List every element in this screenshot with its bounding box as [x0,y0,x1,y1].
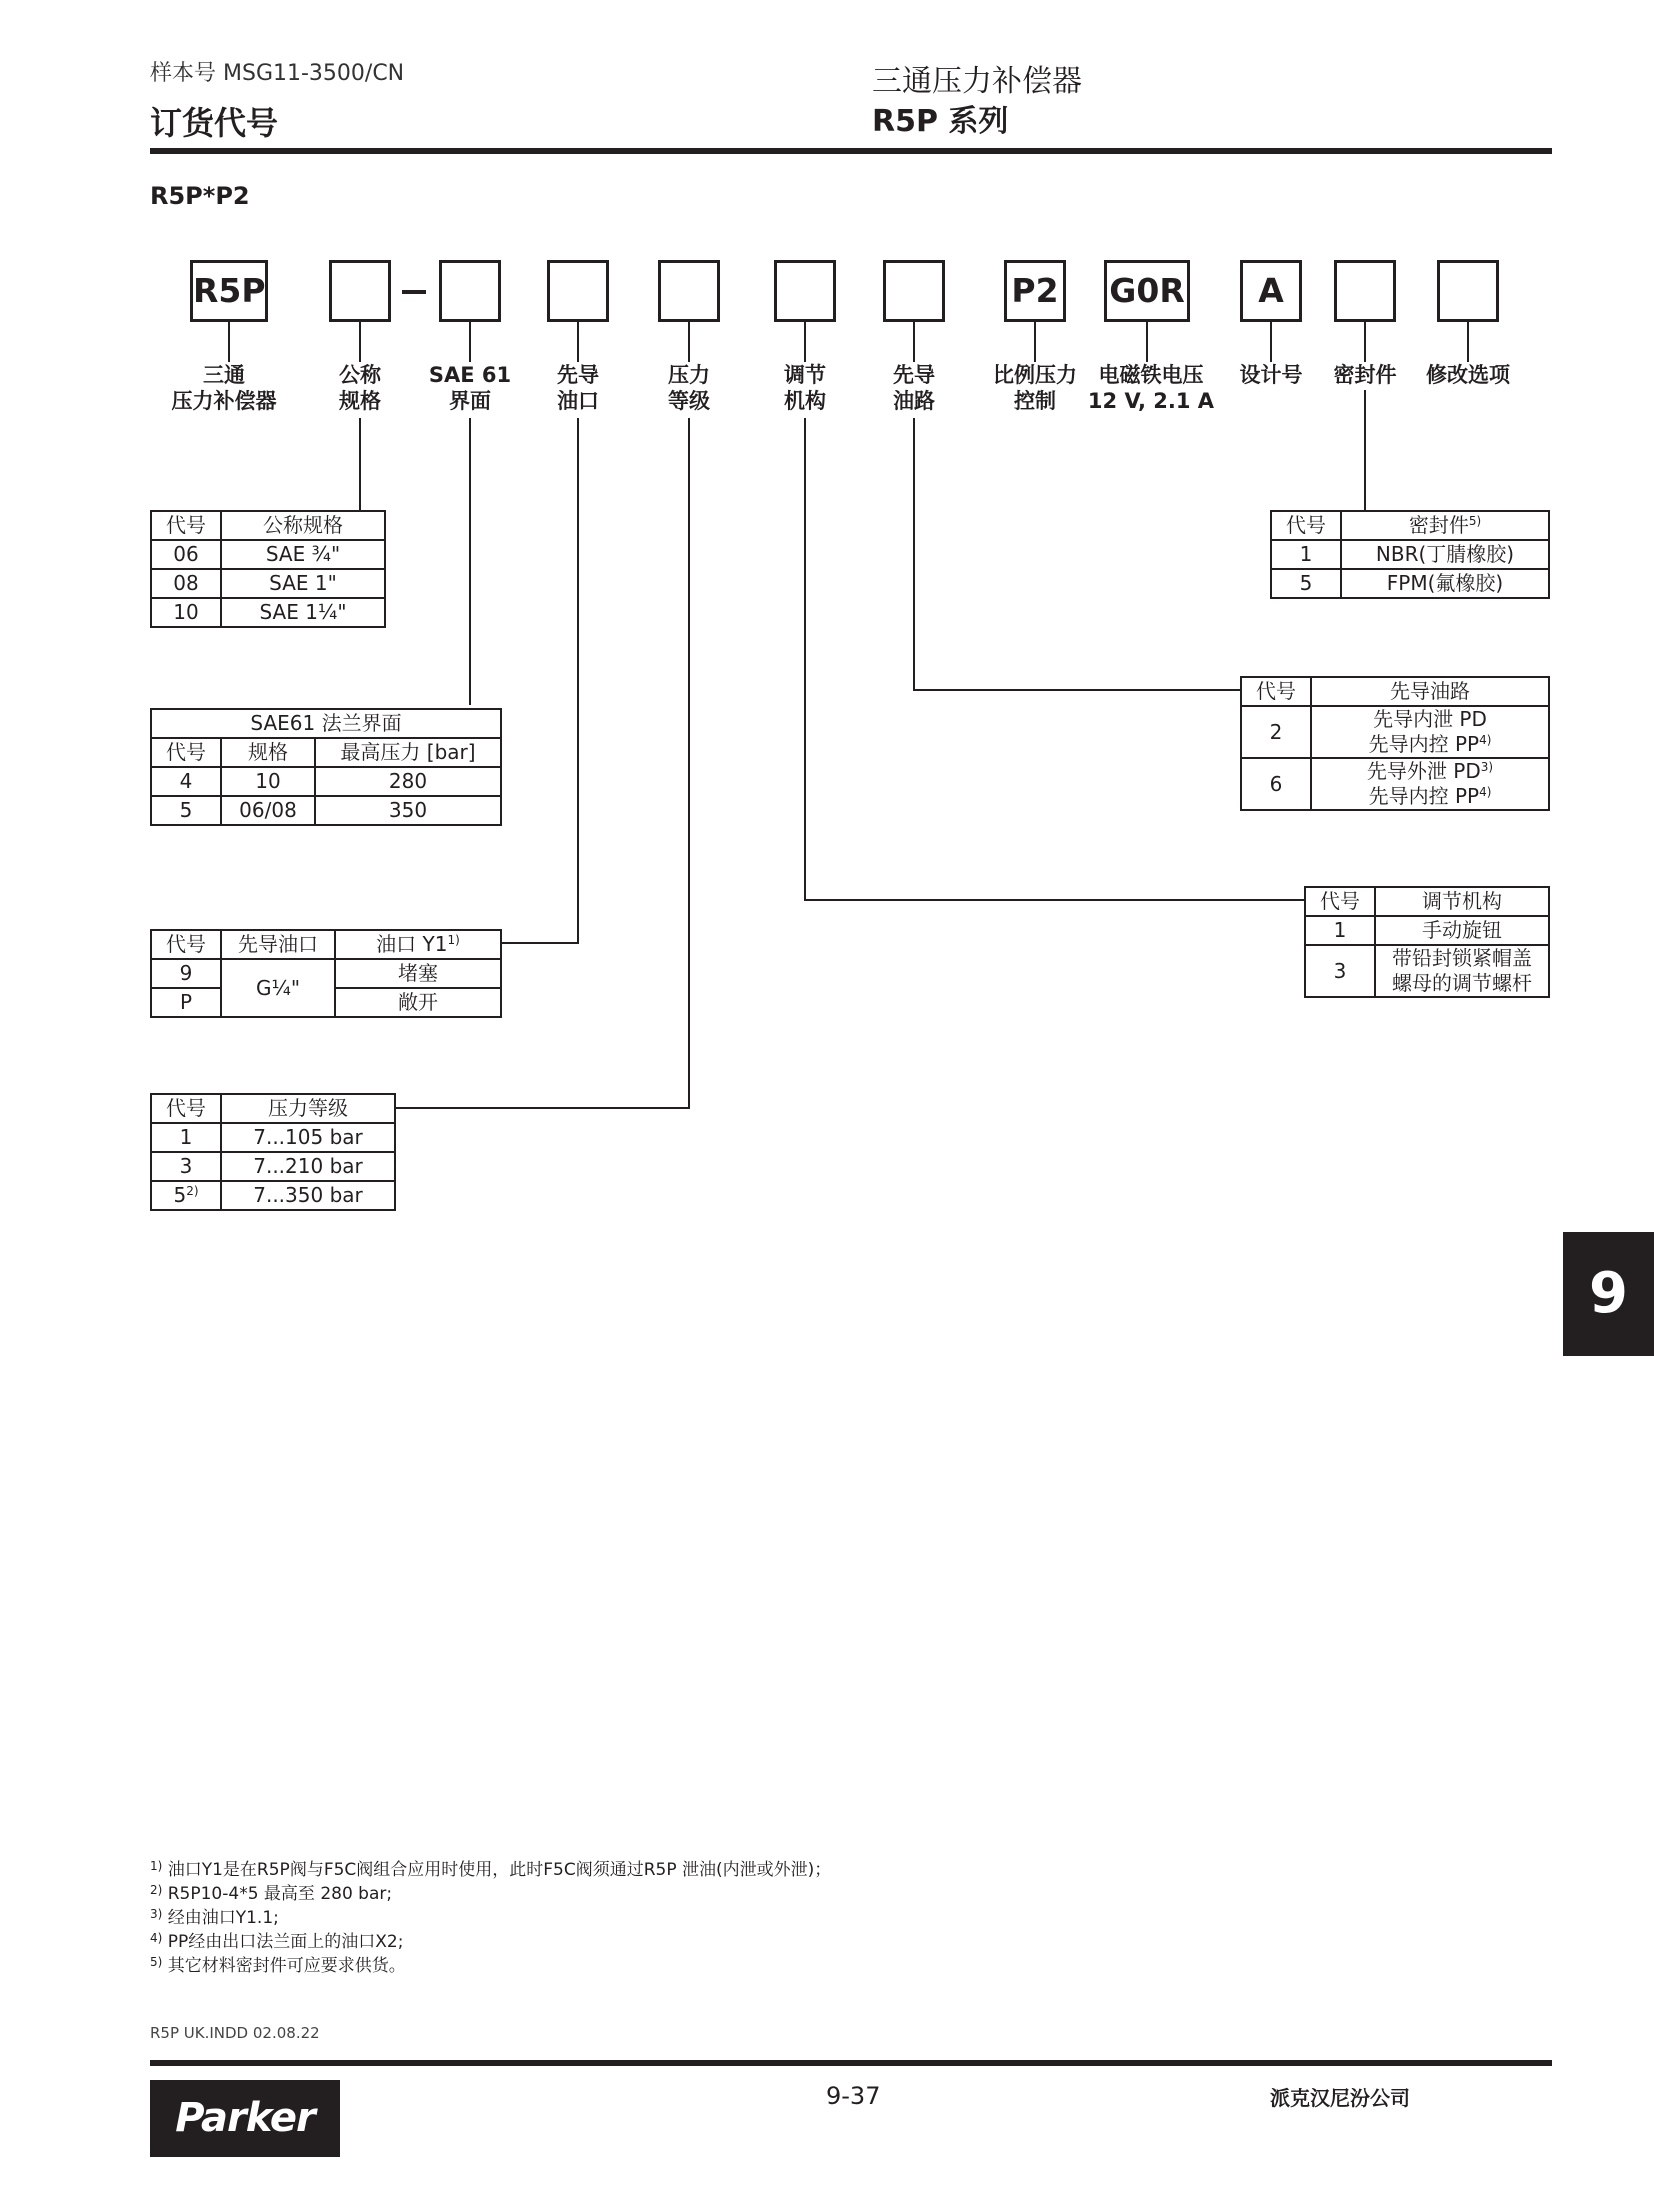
footnote-ref: 4) [1479,785,1492,799]
table-cell: SAE 1" [221,569,385,598]
header-text: 密封件 [1408,513,1469,537]
table-row [151,598,385,627]
table-cell [1375,945,1549,997]
table-row [1271,540,1549,569]
cell-line [1316,732,1544,757]
table-cell: 7...350 bar [221,1181,395,1210]
footnote-number: 3) [150,1907,163,1921]
table-row [151,1123,395,1152]
footnote-ref: 3) [1480,760,1494,774]
table-header-row [151,511,385,540]
table-header-cell: 代号 [1241,677,1311,706]
table-row [151,1181,395,1210]
table-cell: 4 [151,767,221,796]
label-pressure-stage: 压力 等级 [668,363,710,413]
table-cell: SAE 1¼" [221,598,385,627]
footnote [150,1930,831,1954]
table-row [1305,916,1549,945]
table-header-cell: 公称规格 [221,511,385,540]
seal-table [1270,510,1550,599]
footnote-text: PP经由出口法兰面上的油口X2; [167,1932,404,1952]
table-row [151,767,501,796]
footnote-text: 经由油口Y1.1; [167,1908,279,1928]
cell-text: 先导内控 PP [1368,732,1480,756]
footnote [150,1954,831,1978]
pilot-line-table [1240,676,1550,811]
header-text: 油口 Y1 [376,932,448,956]
table-row [1241,758,1549,810]
page-number: 9-37 [826,2082,881,2110]
label-pilot-line: 先导 油路 [893,363,935,413]
table-cell: 手动旋钮 [1375,916,1549,945]
table-header-cell: 先导油口 [221,930,335,959]
table-header-cell: 代号 [1305,887,1375,916]
footnote-number: 1) [150,1859,163,1873]
footnote-number: 4) [150,1931,163,1945]
cell-line [1316,784,1544,809]
footnote-ref: 1) [447,933,460,947]
code-box-p2: P2 [1004,260,1066,322]
table-header-row [1241,677,1549,706]
table-title-row [151,709,501,738]
model-code: R5P*P2 [150,182,250,210]
table-cell: 5 [1271,569,1341,598]
cell-line: 螺母的调节螺杆 [1392,971,1532,995]
cell-line: 带铅封锁紧帽盖 [1392,946,1532,970]
table-header-row [1305,887,1549,916]
table-row [1271,569,1549,598]
code-box-g0r: G0R [1104,260,1190,322]
footnote-ref: 2) [186,1184,199,1198]
table-header-cell [1341,511,1549,540]
code-box-r5p: R5P [190,260,268,322]
table-cell: 06 [151,540,221,569]
catalog-number: 样本号 MSG11-3500/CN [150,61,405,86]
company-name: 派克汉尼汾公司 [1270,2086,1410,2110]
footnote-text: 油口Y1是在R5P阀与F5C阀组合应用时使用，此时F5C阀须通过R5P 泄油(内泄或外泄)； [167,1860,832,1880]
table-cell: 280 [315,767,501,796]
table-header-row [1271,511,1549,540]
table-cell: 1 [1271,540,1341,569]
label-sae61: SAE 61 界面 [428,363,512,413]
footnote-text: R5P10-4*5 最高至 280 bar; [167,1884,393,1904]
section-tab: 9 [1563,1232,1654,1356]
table-cell: 6 [1241,758,1311,810]
footnote-number: 2) [150,1883,163,1897]
table-header-cell: 代号 [151,930,221,959]
table-row [151,1152,395,1181]
table-cell: 350 [315,796,501,825]
table-cell: 10 [151,598,221,627]
product-name: 三通压力补偿器 [872,64,1082,99]
table-header-cell: 压力等级 [221,1094,395,1123]
label-adjust-mechanism: 调节 机构 [784,363,826,413]
table-cell: 7...210 bar [221,1152,395,1181]
label-pilot-port: 先导 油口 [557,363,599,413]
table-row [151,959,501,988]
table-cell: 3 [151,1152,221,1181]
label-design-number: 设计号 [1239,363,1303,387]
table-cell: P [151,988,221,1017]
table-cell: 1 [1305,916,1375,945]
table-cell: 3 [1305,945,1375,997]
table-cell: 7...105 bar [221,1123,395,1152]
pressure-table [150,1093,396,1211]
table-header-cell: 调节机构 [1375,887,1549,916]
footnotes [150,1858,831,1978]
table-title: SAE61 法兰界面 [151,709,501,738]
table-cell: SAE ¾" [221,540,385,569]
table-cell: NBR(丁腈橡胶) [1341,540,1549,569]
parker-logo: Parker [150,2080,340,2157]
label-modification: 修改选项 [1426,363,1510,387]
flange-table [150,708,502,826]
footer-rule [150,2060,1552,2066]
cell-text: 先导内控 PP [1368,784,1480,808]
cell-text: 先导外泄 PD [1366,759,1481,783]
table-cell: 9 [151,959,221,988]
table-row [151,796,501,825]
size-table [150,510,386,628]
table-header-cell: 代号 [151,1094,221,1123]
table-header-cell: 代号 [151,511,221,540]
table-cell: 5 [151,796,221,825]
document-reference: R5P UK.INDD 02.08.22 [150,2024,320,2042]
table-cell [1311,706,1549,758]
table-header-cell: 先导油路 [1311,677,1549,706]
label-compensator: 三通 压力补偿器 [171,363,277,413]
table-header-cell [335,930,501,959]
table-cell: 1 [151,1123,221,1152]
adjust-table [1304,886,1550,998]
footnote-ref: 5) [1468,514,1482,528]
table-header-row [151,1094,395,1123]
footnote-number: 5) [150,1955,163,1969]
table-row [1241,706,1549,758]
table-cell: 堵塞 [335,959,501,988]
table-header-cell: 代号 [1271,511,1341,540]
table-cell: 敞开 [335,988,501,1017]
table-row [151,569,385,598]
footnote-text: 其它材料密封件可应要求供货。 [167,1956,406,1976]
cell-line: 先导内泄 PD [1373,707,1487,731]
table-row [1305,945,1549,997]
table-header-row [151,738,501,767]
table-cell: FPM(氟橡胶) [1341,569,1549,598]
cell-line [1316,759,1544,784]
footnote [150,1906,831,1930]
table-cell: G¼" [221,959,335,1017]
label-nominal-size: 公称 规格 [339,363,381,413]
section-title: 订货代号 [150,104,279,142]
table-cell [151,1181,221,1210]
footnote [150,1882,831,1906]
label-solenoid-voltage: 电磁铁电压 12 V, 2.1 A [1087,363,1215,413]
table-header-cell: 最高压力 [bar] [315,738,501,767]
table-row [151,540,385,569]
table-cell: 08 [151,569,221,598]
table-cell [1311,758,1549,810]
footnote [150,1858,831,1882]
label-seal: 密封件 [1333,363,1397,387]
code-box-design: A [1240,260,1302,322]
table-header-row [151,930,501,959]
table-cell: 10 [221,767,315,796]
table-cell: 2 [1241,706,1311,758]
series-name: R5P 系列 [872,104,1009,139]
table-header-cell: 代号 [151,738,221,767]
cell-text: 5 [173,1183,187,1207]
footnote-ref: 4) [1479,733,1492,747]
label-proportional-control: 比例压力 控制 [993,363,1077,413]
table-header-cell: 规格 [221,738,315,767]
table-cell: 06/08 [221,796,315,825]
pilot-port-table [150,929,502,1018]
